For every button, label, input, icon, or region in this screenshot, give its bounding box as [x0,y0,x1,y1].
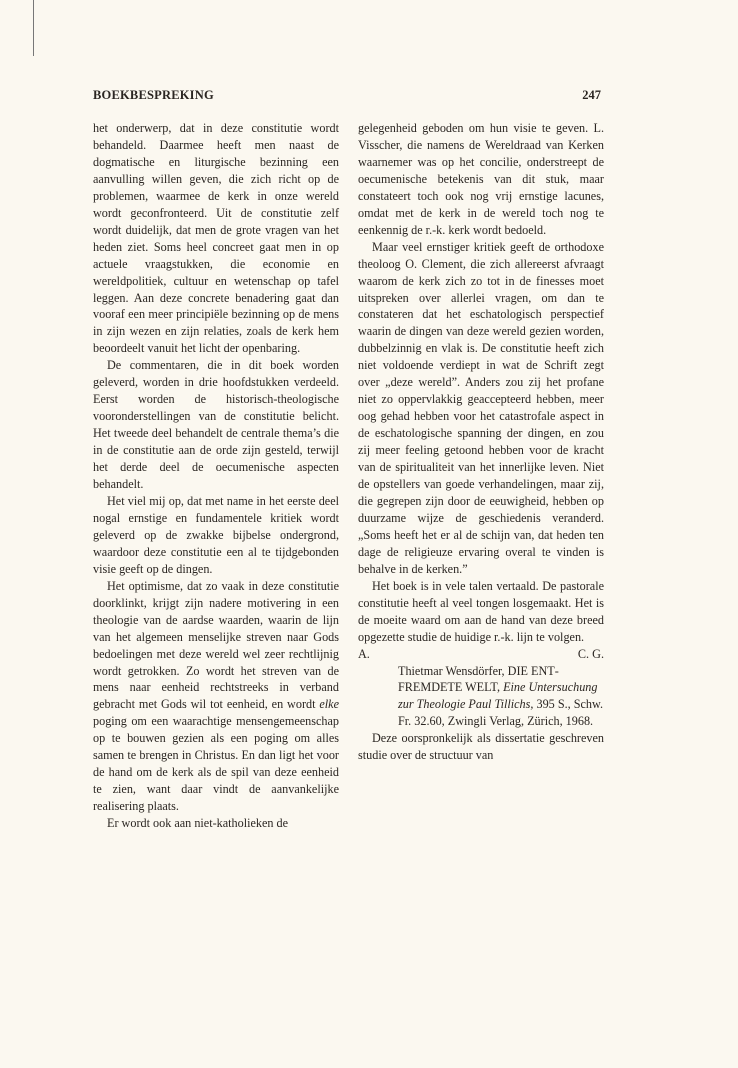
paragraph: Maar veel ernstiger kritiek geeft de orthodoxe theoloog O. Clement, die zich allereerst afvraagt waarom de kerk zich zo tot in de finesses moet uitspreken over allerlei vragen, om dan te constateren dat het eschatologisch perspectief waarin de dingen van deze wereld gezien worden, dubbelzinnig en vlak is. De constitutie heeft zich niet voldoende verdiept in wat de Schrift zegt over „deze wereld”. Anders zou zij het profane niet zo oppervlakkig geaccepteerd hebben, meer oog gehad hebben voor het catastrofale aspect in de eschatologische spanning der dingen, en zou zij meer feeling getoond hebben voor de kracht van de spiritualiteit van het innerlijke leven. Niet de opstellers van goede verhandelingen, maar zij, die gegrepen zijn door de eeuwigheid, hebben op duurzame wijze de geschiedenis veranderd. „Soms heeft het er al de schijn van, dat heden ten dage de religieuze ervaring overal te vinden is behalve in de kerken.” [358,239,604,576]
paragraph: het onderwerp, dat in deze constitutie wordt behandeld. Daarmee heeft men naast de dogmatische en liturgische bezinning een aanvulling willen geven, die zich richt op de problemen, waarmee de kerk in onze wereld wordt geconfronteerd. Uit de constitutie zelf wordt duidelijk, dat men de grote vragen van het heden ziet. Soms heel concreet gaat men in op actuele vraagstukken, die economie en wereldpolitiek, cultuur en wetenschap op tafel leggen. Aan deze concrete benadering gaat dan vooraf een meer principiële bezinning op de mens in zijn wezen en zijn relaties, zoals de kerk hem beoordeelt vanuit het licht der openbaring. [93,121,339,356]
review-entry [358,663,604,731]
paragraph: Er wordt ook aan niet-katholieken de [107,816,289,831]
text-run: poging om een waarachtige mensengemeenschap op te bouwen gezien als een poging om alles samen te brengen in Christus. En dan ligt het voor de hand om de kerk als de spil van deze eenheid te zien, want daar vindt de aanvankelijke realisering plaats. [93,714,339,814]
text-run: Het optimisme, dat zo vaak in deze constitutie doorklinkt, krijgt zijn nadere motivering in een theologie van de aardse waarden, waarin de lijn van het algemeen menselijke streven naar Gods bedoelingen met deze wereld wel zeer rechtlijnig wordt getrokken. Zo wordt het streven van de mens naar eenheid rechtstreeks in verband gebracht met Gods wil tot eenheid, en wordt [93,578,339,712]
signoff [358,646,604,663]
paragraph: Het viel mij op, dat met name in het eerste deel nogal ernstige en fundamentele kritiek wordt geleverd op de zwakke bijbelse ondergrond, waardoor deze constitutie een al te tijdgebonden visie geeft op de dingen. [93,493,339,576]
paragraph: Deze oorspronkelijk als dissertatie geschreven studie over de structuur van [358,731,604,763]
emphasis: elke [319,697,339,712]
page-header [93,88,601,108]
signoff-initials-right: C. G. [577,646,604,661]
paragraph: De commentaren, die in dit boek worden geleverd, worden in drie hoofdstukken verdeeld. Eerst worden de historisch-theologische vooronderstellingen van de constitutie belicht. Het tweede deel behandelt de centrale thema’s die in de constitutie aan de orde zijn gesteld, terwijl het derde deel de oecumenische aspecten behandelt. [93,358,339,492]
paragraph: Het boek is in vele talen vertaald. De pastorale constitutie heeft al veel tongen losgemaakt. Het is de moeite waard om aan de hand van deze breed opgezette studie de huidige r.-k. lijn te volgen. [358,578,604,644]
review-author-title: Thietmar Wensdörfer, DIE ENTFREMDETE WELT, [398,663,559,695]
left-column [93,120,339,832]
paragraph [93,578,339,815]
page-number: 247 [582,88,601,102]
paragraph: gelegenheid geboden om hun visie te geven. L. Visscher, die namens de Wereldraad van Kerken waarnemer was op het concilie, onderstreept de oecumenische betekenis van dit stuk, maar constateert toch ook nog vrij ernstige lacunes, omdat met de kerk in de wereld toch nog te eenkennig de r.-k. kerk wordt bedoeld. [358,121,604,237]
signoff-initial-left: A. [358,646,370,661]
running-title: BOEKBESPREKING [93,88,214,102]
right-column [358,120,604,764]
review-subtitle: Eine Untersuchung zur Theologie Paul Tillichs, [398,680,598,712]
review-details: 395 S., Schw. Fr. 32.60, Zwingli Verlag, Zürich, 1968. [398,697,604,729]
